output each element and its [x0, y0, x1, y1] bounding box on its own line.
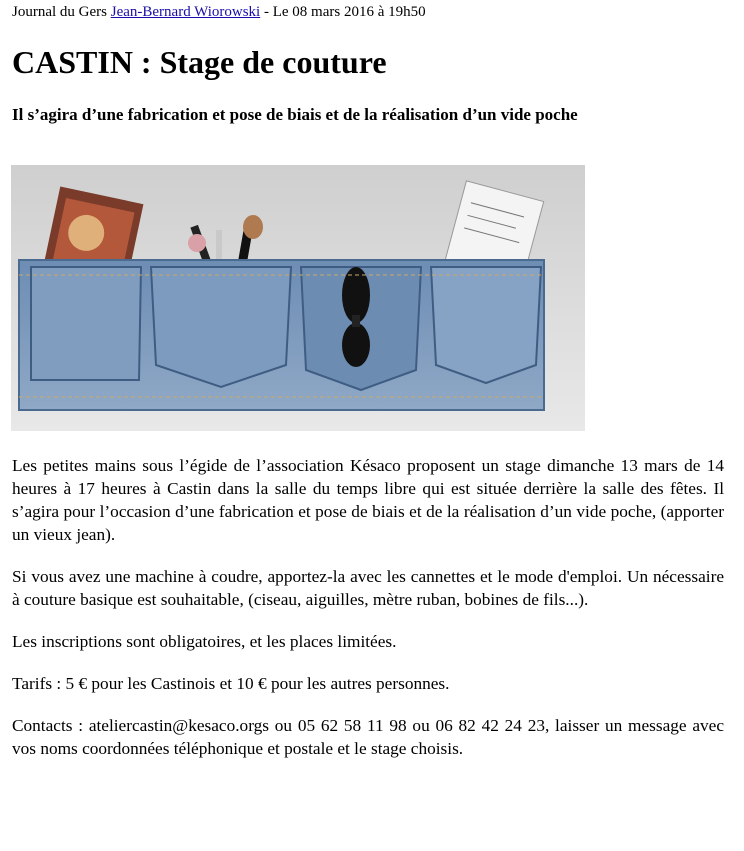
byline-separator: - [263, 4, 269, 20]
paragraph-registration: Les inscriptions sont obligatoires, et les places limitées. [12, 632, 397, 651]
author-link[interactable]: Jean-Bernard Wiorowski [110, 4, 261, 20]
article-title: CASTIN : Stage de couture [12, 44, 387, 80]
article-photo [11, 165, 585, 431]
source-name: Journal du Gers [12, 4, 107, 20]
jeans-pocket-organizer-image [11, 165, 585, 431]
paragraph-equipment: Si vous avez une machine à coudre, apportez-la avec les cannettes et le mode d'emploi. Un nécessaire à couture basique est souhaitable, (ciseau, aiguilles, mètre ruban, bobines de fils...). [12, 567, 724, 609]
paragraph-prices: Tarifs : 5 € pour les Castinois et 10 € pour les autres personnes. [12, 674, 450, 693]
publish-date: Le 08 mars 2016 à 19h50 [272, 4, 426, 20]
article-byline [12, 4, 426, 21]
article-body [12, 454, 724, 779]
paragraph-contacts: Contacts : ateliercastin@kesaco.orgs ou 05 62 58 11 98 ou 06 82 42 24 23, laisser un message avec vos noms coordonnées téléphonique et postale et le stage choisis. [12, 716, 724, 758]
paragraph-intro: Les petites mains sous l’égide de l’association Késaco proposent un stage dimanche 13 mars de 14 heures à 17 heures à Castin dans la salle du temps libre qui est située derrière la salle des fêtes. Il s’agira pour l’occasion d’une fabrication et pose de biais et de la réalisation d’un vide poche, (apporter un vieux jean). [12, 456, 724, 544]
article-lead: Il s’agira d’une fabrication et pose de biais et de la réalisation d’un vide poche [12, 105, 578, 124]
